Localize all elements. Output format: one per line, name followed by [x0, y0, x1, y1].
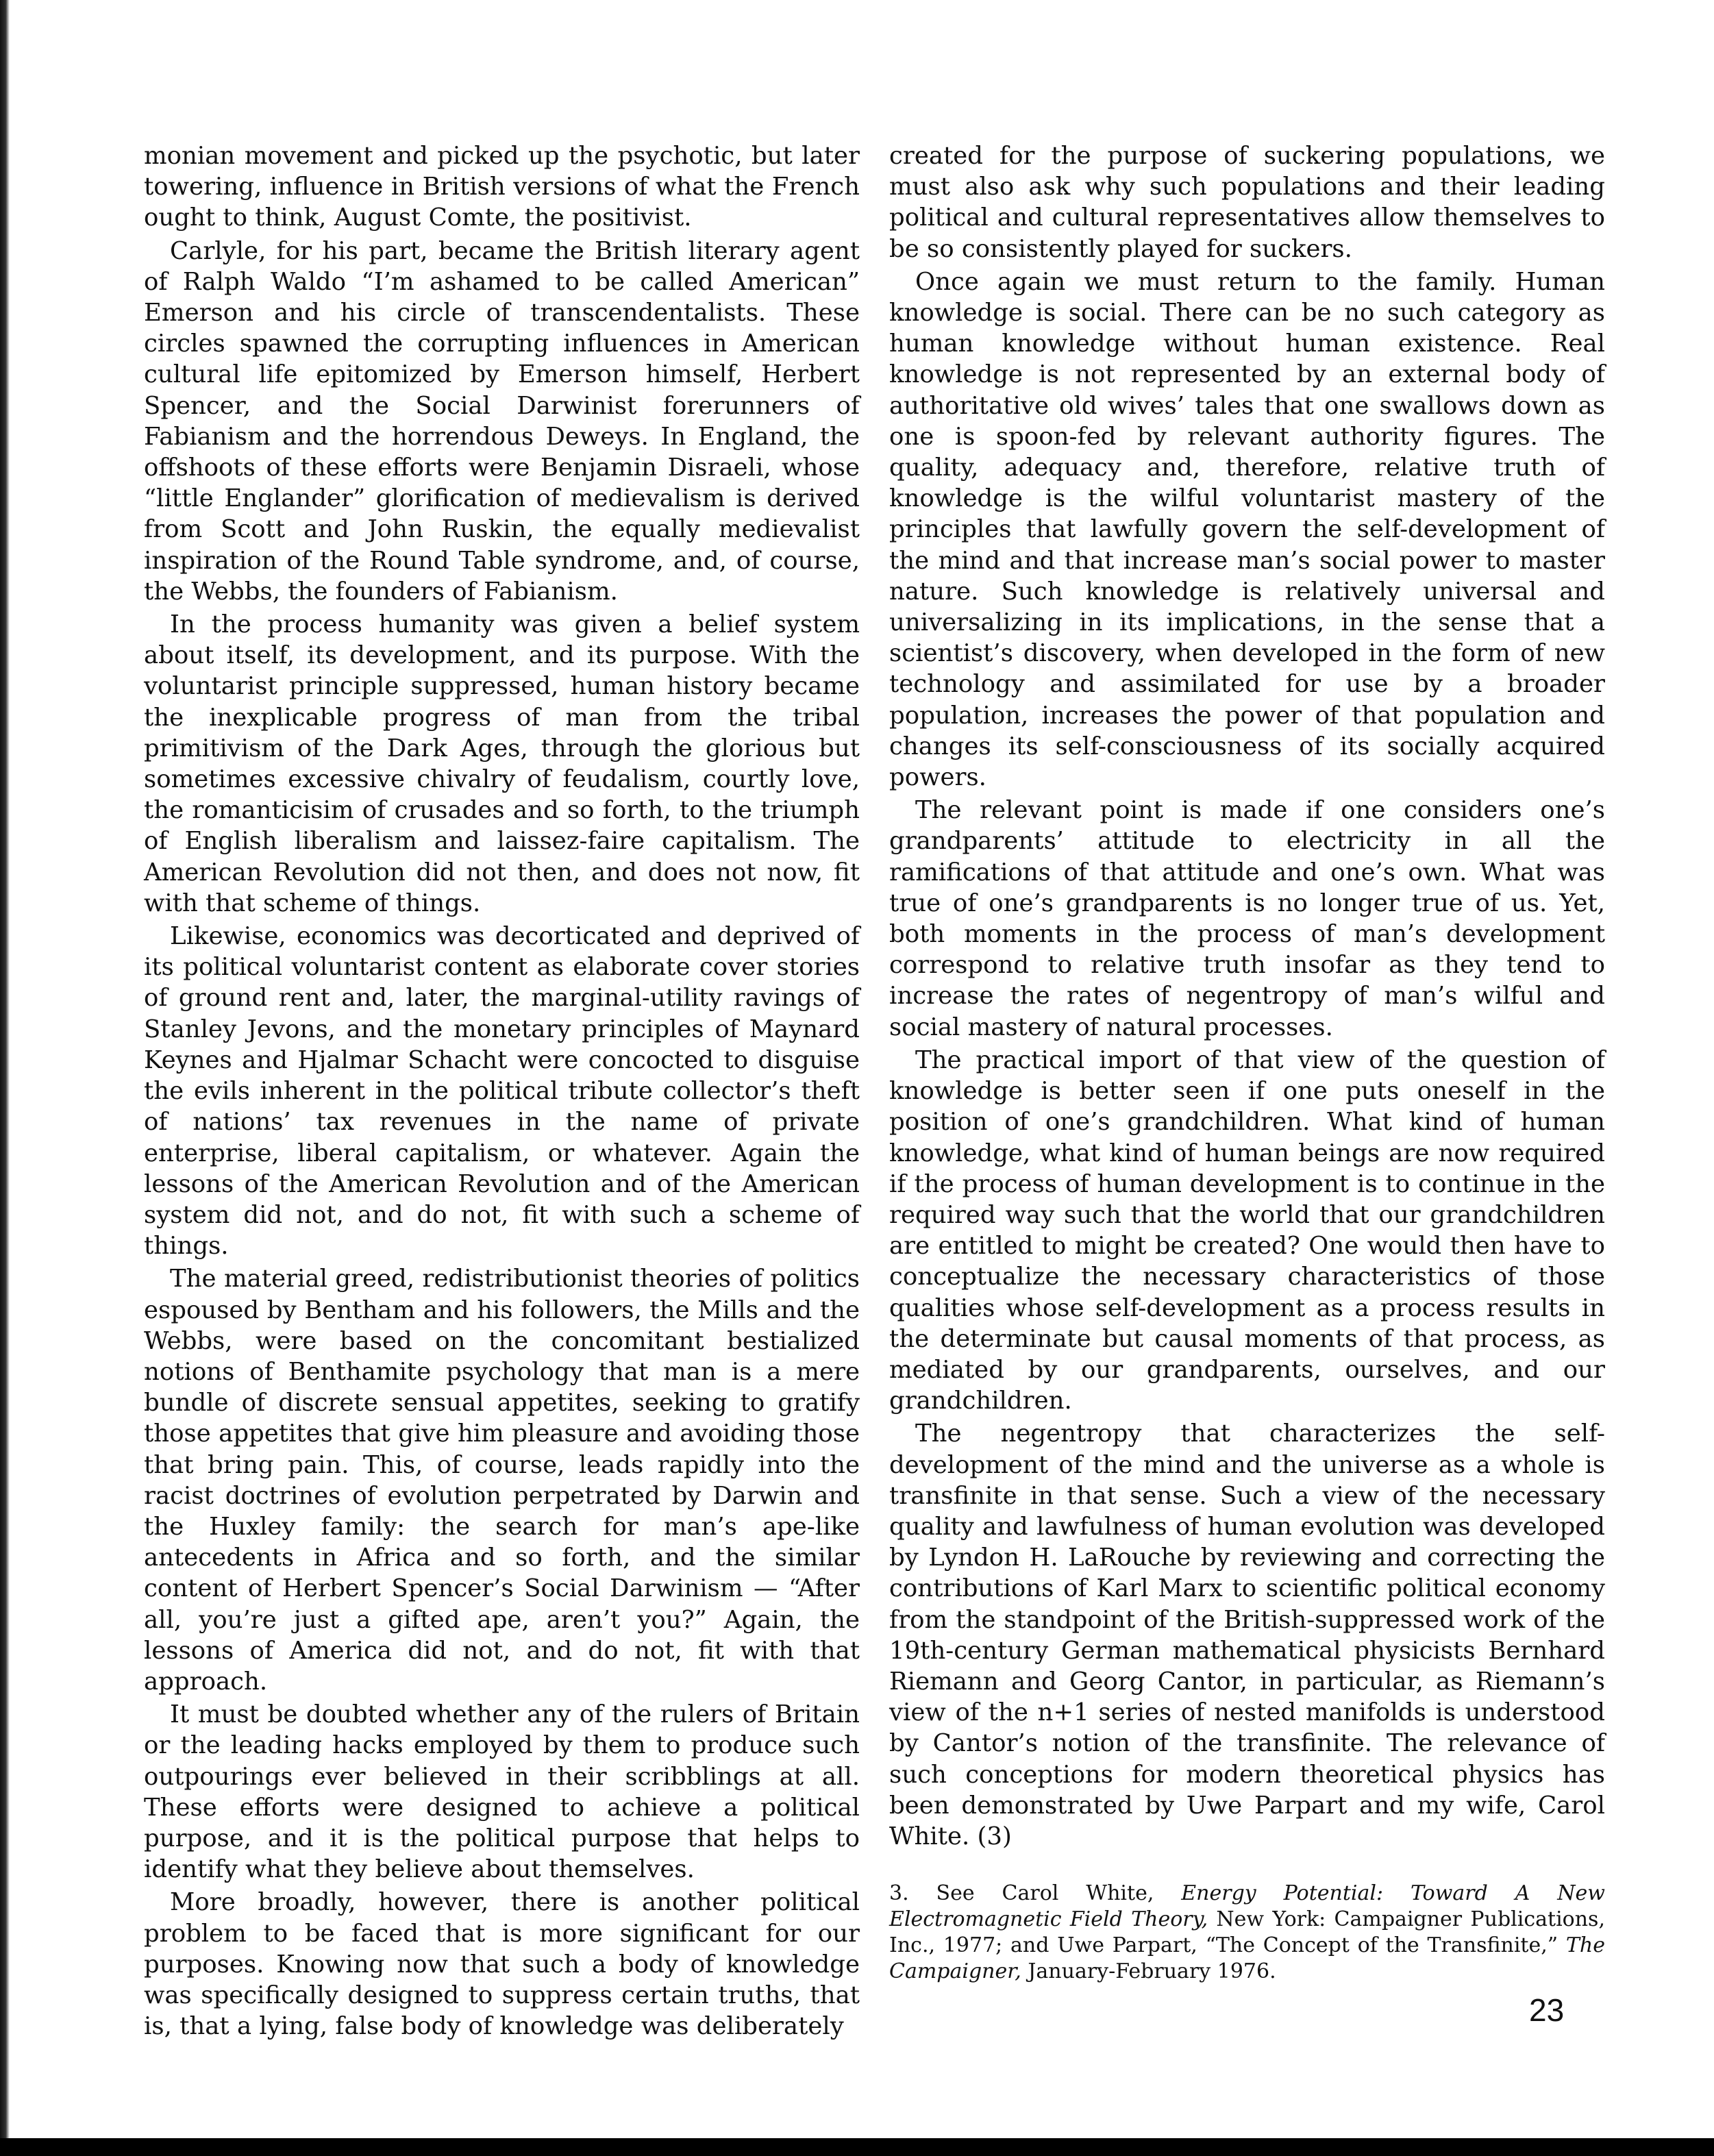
footnote-text: New York: Campaigner Publications, Inc., 1977; and Uwe Parpart, “The Concept of the Transfinite,” — [889, 1907, 1605, 1958]
footnote-text: January-February 1976. — [1028, 1959, 1276, 1984]
paragraph: It must be doubted whether any of the rulers of Britain or the leading hacks employed by them to produce such outpourings ever believed in their scribblings at all. These efforts were designed to achieve a political purpose, and it is the political purpose that helps to identify what they believe about themselves. — [144, 1700, 860, 1884]
paragraph: Carlyle, for his part, became the British literary agent of Ralph Waldo “I’m ashamed to be called American” Emerson and his circle of transcendentalists. These circles spawned the corrupting influences in American cultural life epitomized by Emerson himself, Herbert Spencer, and the Social Darwinist forerunners of Fabianism and the horrendous Deweys. In England, the offshoots of these efforts were Benjamin Disraeli, whose “little Englander” glorification of medievalism is derived from Scott and John Ruskin, the equally medievalist inspiration of the Round Table syndrome, and, of course, the Webbs, the founders of Fabianism. — [144, 236, 860, 606]
paragraph: The negentropy that characterizes the self-development of the mind and the universe as a whole is transfinite in that sense. Such a view of the necessary quality and lawfulness of human evolution was developed by Lyndon H. LaRouche by reviewing and correcting the contributions of Karl Marx to scientific political economy from the standpoint of the British-suppressed work of the 19th-century German mathematical physicists Bernhard Riemann and Georg Cantor, in particular, as Riemann’s view of the n+1 series of nested manifolds is understood by Cantor’s notion of the transfinite. The relevance of such conceptions for modern theoretical physics has been demonstrated by Uwe Parpart and my wife, Carol White. (3) — [889, 1420, 1605, 1850]
scan-edge-left — [0, 0, 10, 2156]
paragraph: monian movement and picked up the psychotic, but later towering, influence in British versions of what the French ought to think, August Comte, the positivist. — [144, 142, 860, 232]
scan-edge-bottom — [0, 2138, 1714, 2156]
paragraph: Likewise, economics was decorticated and deprived of its political voluntarist content as elaborate cover stories of ground rent and, later, the marginal-utility ravings of Stanley Jevons, and the monetary principles of Maynard Keynes and Hjalmar Schacht were concocted to disguise the evils inherent in the political tribute collector’s theft of nations’ tax revenues in the name of private enterprise, liberal capitalism, or whatever. Again the lessons of the American Revolution and of the American system did not, and do not, fit with such a scheme of things. — [144, 922, 860, 1261]
paragraph: created for the purpose of suckering populations, we must also ask why such populations and their leading political and cultural representatives allow themselves to be so consistently played for suckers. — [889, 142, 1605, 263]
page-number: 23 — [1529, 1992, 1565, 2028]
footnote-text: See Carol White, — [936, 1881, 1154, 1906]
paragraph: In the process humanity was given a belief system about itself, its development, and its purpose. With the voluntarist principle suppressed, human history became the inexplicable progress of man from the tribal primitivism of the Dark Ages, through the glorious but sometimes excessive chivalry of feudalism, courtly love, the romanticisim of crusades and so forth, to the triumph of English liberalism and laissez-faire capitalism. The American Revolution did not then, and does not now, fit with that scheme of things. — [144, 610, 860, 917]
right-column — [889, 140, 1605, 1985]
paragraph: The material greed, redistributionist theories of politics espoused by Bentham and his followers, the Mills and the Webbs, were based on the concomitant bestialized notions of Benthamite psychology that man is a mere bundle of discrete sensual appetites, seeking to gratify those appetites that give him pleasure and avoiding those that bring pain. This, of course, leads rapidly into the racist doctrines of evolution perpetrated by Darwin and the Huxley family: the search for man’s ape-like antecedents in Africa and so forth, and the similar content of Herbert Spencer’s Social Darwinism — “After all, you’re just a gifted ape, aren’t you?” Again, the lessons of America did not, and do not, fit with that approach. — [144, 1265, 860, 1696]
paragraph: Once again we must return to the family. Human knowledge is social. There can be no such category as human knowledge without human existence. Real knowledge is not represented by an external body of authoritative old wives’ tales that one swallows down as one is spoon-fed by relevant authority figures. The quality, adequacy and, therefore, relative truth of knowledge is the wilful voluntarist mastery of the principles that lawfully govern the self-development of the mind and that increase man’s social power to master nature. Such knowledge is relatively universal and universalizing in its implications, in the sense that a scientist’s discovery, when developed in the form of new technology and assimilated for use by a broader population, increases the power of that population and changes its self-consciousness of its socially acquired powers. — [889, 267, 1605, 792]
left-column — [144, 140, 860, 2042]
paragraph: The practical import of that view of the question of knowledge is better seen if one puts oneself in the position of one’s grandchildren. What kind of human knowledge, what kind of human beings are now required if the process of human development is to continue in the required way such that the world that our grandchildren are entitled to might be created? One would then have to conceptualize the necessary characteristics of those qualities whose self-development as a process results in the determinate but causal moments of that process, as mediated by our grandparents, ourselves, and our grandchildren. — [889, 1045, 1605, 1415]
footnote-title: Energy Potential: Toward A New Electromagnetic Field Theory, — [889, 1881, 1605, 1932]
footnote — [889, 1881, 1605, 1985]
footnote-number: 3. — [889, 1881, 909, 1906]
footnote-title: The Campaigner, — [889, 1933, 1605, 1984]
paragraph: More broadly, however, there is another political problem to be faced that is more significant for our purposes. Knowing now that such a body of knowledge was specifically designed to suppress certain truths, that is, that a lying, false body of knowledge was deliberately — [144, 1888, 860, 2041]
paragraph: The relevant point is made if one considers one’s grandparents’ attitude to electricity in all the ramifications of that attitude and one’s own. What was true of one’s grandparents is no longer true of us. Yet, both moments in the process of man’s development correspond to relative truth insofar as they tend to increase the rates of negentropy of man’s wilful and social mastery of natural processes. — [889, 796, 1605, 1041]
